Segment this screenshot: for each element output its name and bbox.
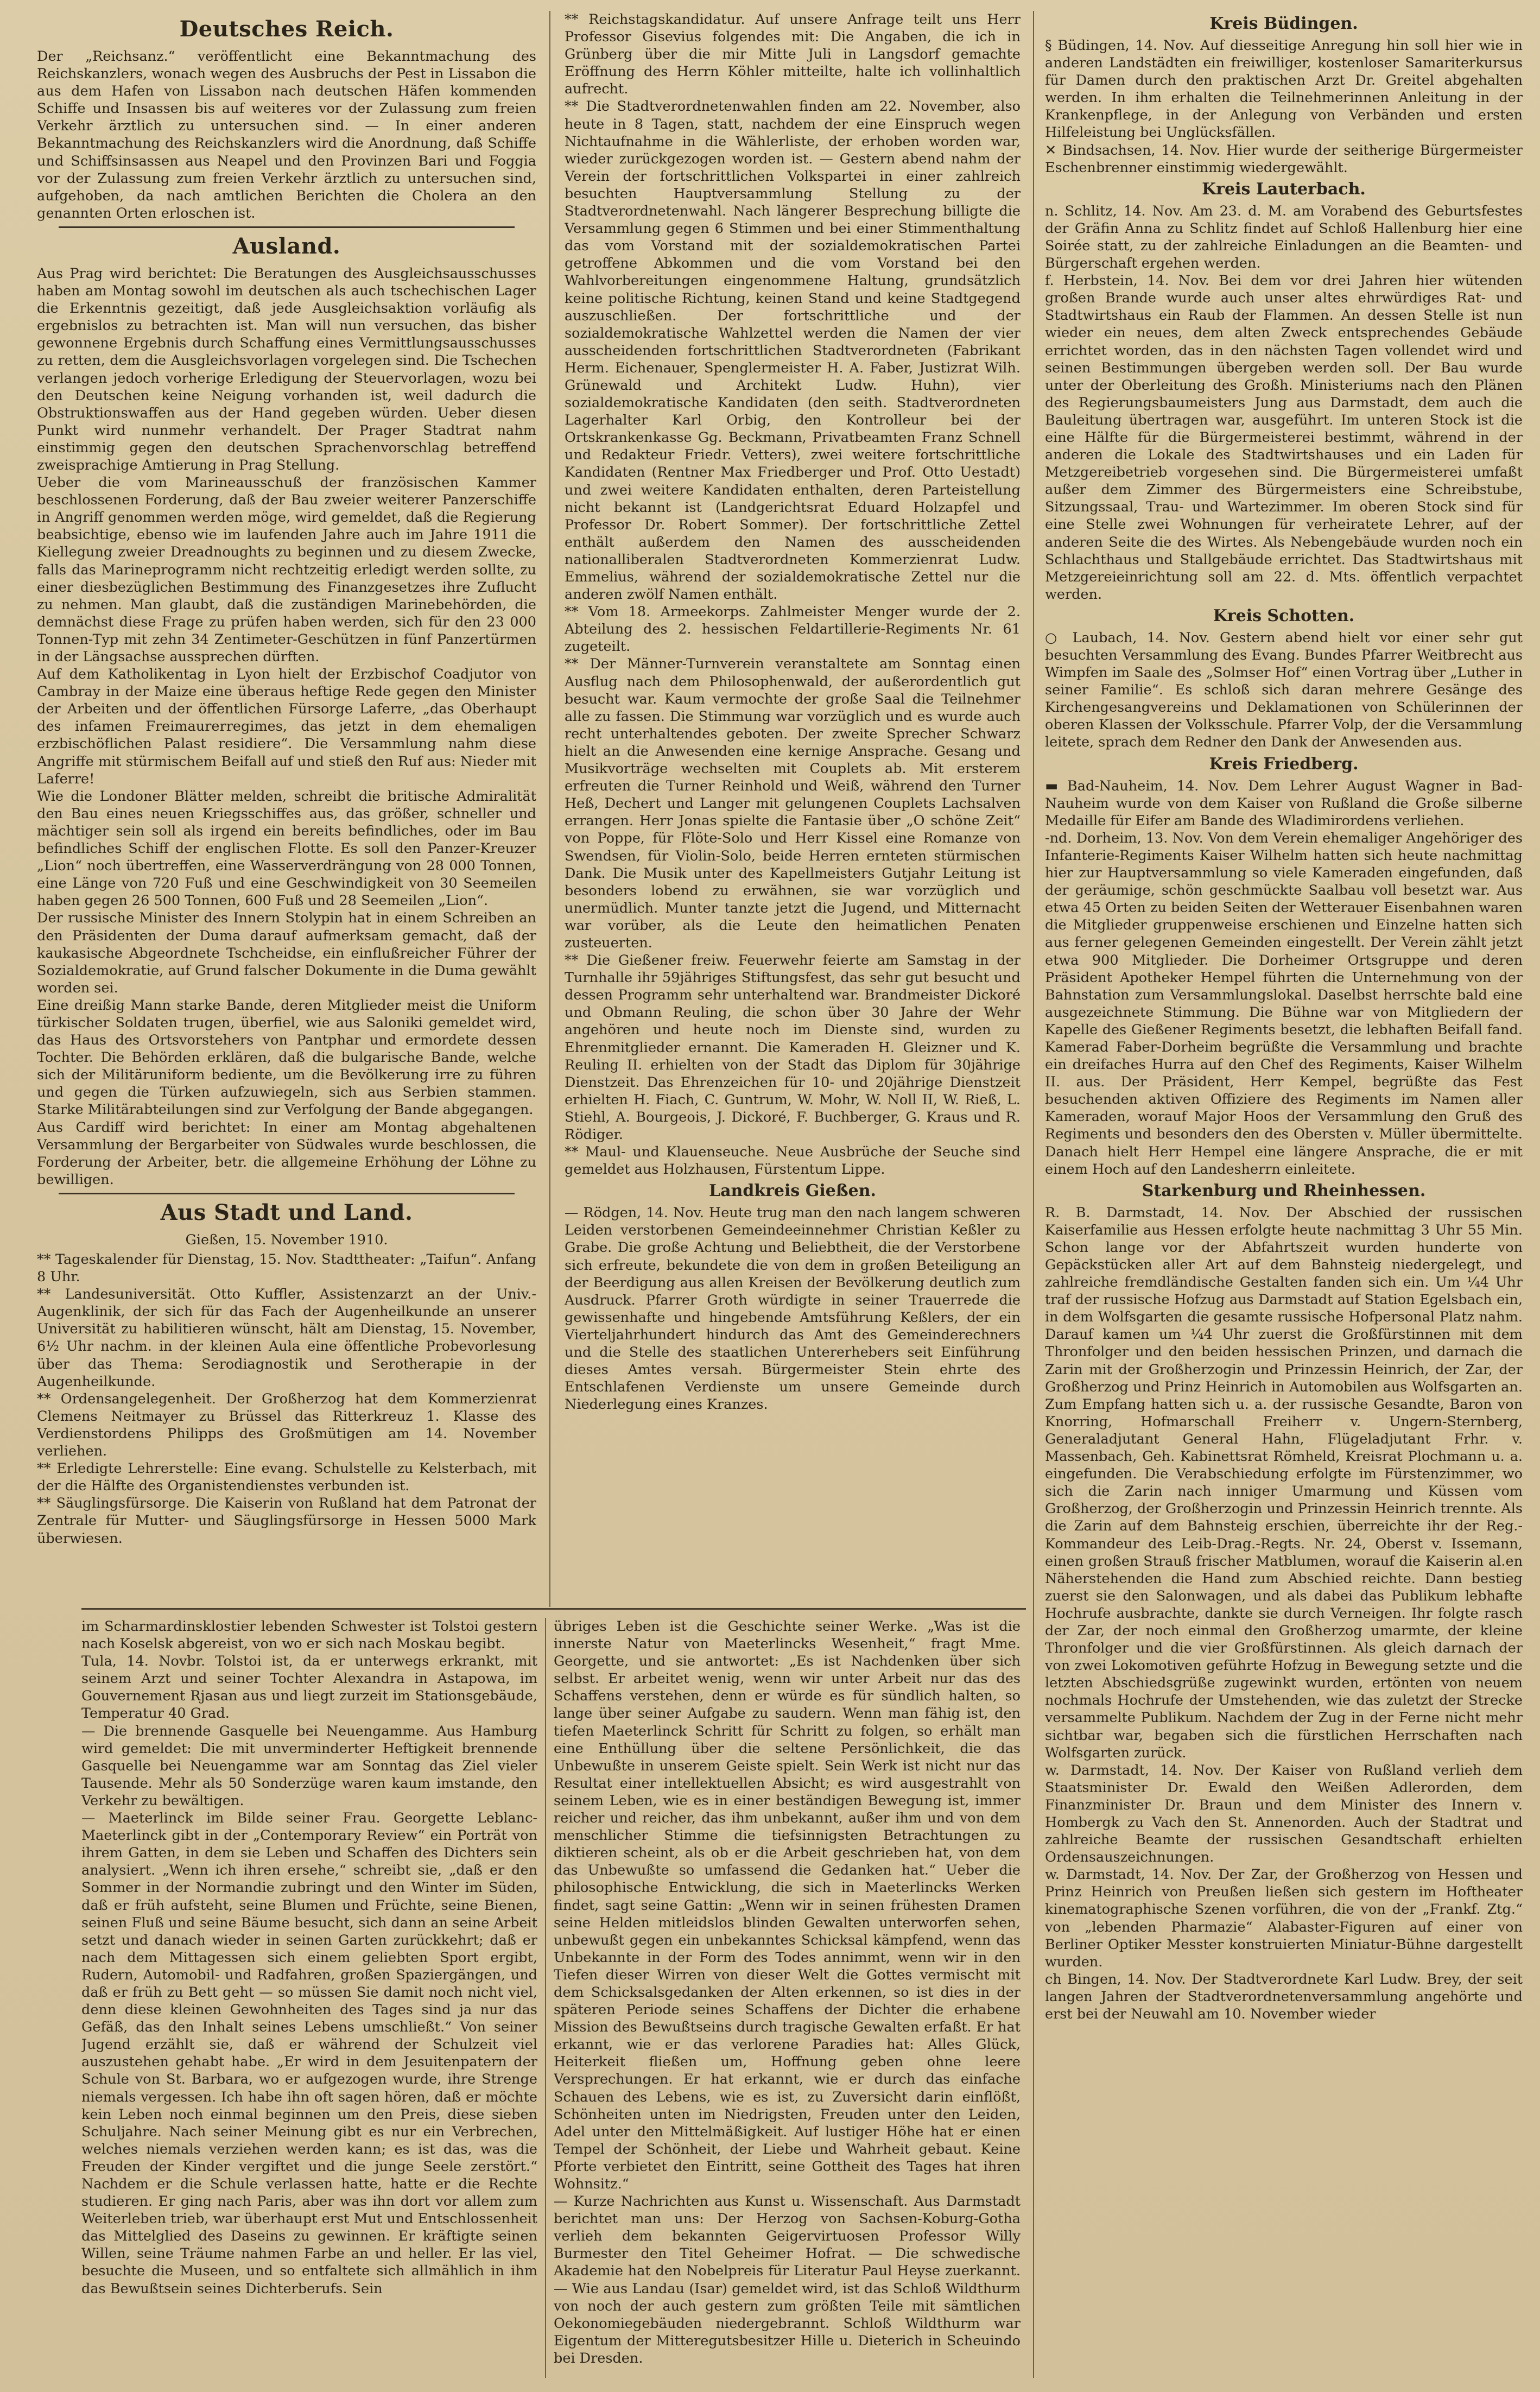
- article-maeterlinck-continued: übriges Leben ist die Geschichte seiner Werke. „Was ist die innerste Natur von Maeterlincks Wesenheit,“ fragt Mme. Georgette, und sie antwortet: „Es ist Nachdenken über sich selbst. Er arbeitet wenig, wenn wir unter Arbeit nur das des Schaffens verstehen, denn er würde es für sündlich halten, so lange über seiner Aufgabe zu saudern. Wenn man fähig ist, den tiefen Maeterlinck Schritt für Schritt zu folgen, so erhält man eine Enthüllung über die seltene Persönlichkeit, die das Unbewußte in unserem Geiste spielt. Sein Werk ist nicht nur das Resultat einer intellektuellen Absicht; es wird ausgestrahlt von seinem Leben, wie es in einer beständigen Bewegung ist, immer reicher und reicher, das ihm unbekannt, außer ihm und von dem menschlicher Stimme die tiefsinnigsten Betrachtungen zu diktieren scheint, als ob er die Arbeit geschrieben hat, von dem das Unbewußte so umfassend die Gedanken hat.“ Ueber die philosophische Entwicklung, die sich in Maeterlincks Werken findet, sagt seine Gattin: „Wenn wir in seinen frühesten Dramen seine Helden mitleidslos blinden Gewalten unterworfen sehen, unbewußt gegen ein unbekanntes Schicksal kämpfend, wenn das Unbekannte in der Form des Todes annimmt, wenn wir in den Tiefen dieser Wirren von dieser Welt die Gottes vermischt mit dem Schicksalsgedanken der Alten erkennen, so ist dies in der späteren Periode seines Schaffens der Dichter die erhabene Mission des Bewußtseins durch tragische Gewalten erfaßt. Er hat erkannt, wie er das verlorene Paradies hat: Alles Glück, Heiterkeit fließen um, Hoffnung geben ohne leere Versprechungen. Er hat erkannt, wie er durch das einfache Schauen des Lebens, wie es ist, zu Zuversicht darin einflößt, Schönheiten unten im Niedrigsten, Freuden unter den Leiden, Adel unter den Mittelmäßigkeit. Auf lustiger Höhe hat er einen Tempel der Schönheit, der Liebe und Wahrheit gebaut. Keine Pforte verbietet den Eintritt, seine Gottheit des Tages hat ihren Wohnsitz.“: [554, 1618, 1021, 2192]
- article-stolypin: Der russische Minister des Innern Stolypin hat in einem Schreiben an den Präsidenten der Duma darauf aufmerksam gemacht, daß der kaukasische Abgeordnete Tschcheidse, ein einflußreicher Führer der Sozialdemokratie, auf Grund falscher Dokumente in die Duma gewählt worden sei.: [37, 910, 536, 996]
- heading-kreis-friedberg: Kreis Friedberg.: [1209, 754, 1359, 774]
- article-kunst-wissenschaft: — Kurze Nachrichten aus Kunst u. Wissenschaft. Aus Darmstadt berichtet man uns: Der Herzog von Sachsen-Koburg-Gotha verlieh dem bekannten Geigervirtuosen Professor Willy Burmester den Titel Geheimer Hofrat. — Die schwedische Akademie hat den Nobelpreis für Literatur Paul Heyse zuerkannt. — Wie aus Landau (Isar) gemeldet wird, ist das Schloß Wildthurm von noch der auch gestern zum größten Teile mit sämtlichen Oekonomiegebäuden niedergebrannt. Schloß Wildthurm war Eigentum der Mitteregutsbesitzer Hille u. Dieterich in Scheuindo bei Dresden.: [554, 2193, 1021, 2366]
- article-saloniki: Eine dreißig Mann starke Bande, deren Mitglieder meist die Uniform türkischer Soldaten trugen, überfiel, wie aus Saloniki gemeldet wird, das Haus des Ortsvorstehers von Pantphar und ermordete dessen Tochter. Die Behörden erklären, daß die bulgarische Bande, welche sich der Militäruniform bediente, um die Bevölkerung irre zu führen und gegen die Türken aufzuwiegeln, sich aus Serbien stammen. Starke Militärabteilungen sind zur Verfolgung der Bande abgegangen.: [37, 997, 536, 1118]
- article-stadtverordnetenwahlen: ** Die Stadtverordnetenwahlen finden am 22. November, also heute in 8 Tagen, statt, nachdem der eine Einspruch wegen Nichtaufnahme in die Wählerliste, der erhoben worden war, wieder zurückgezogen worden ist. — Gestern abend nahm der Verein der fortschrittlichen Volkspartei in einer zahlreich besuchten Hauptversammlung Stellung zu der Stadtverordnetenwahl. Nach längerer Besprechung billigte die Versammlung gegen 6 Stimmen und bei einer Stimmenthaltung das vom Vorstand mit der sozialdemokratischen Partei getroffene Abkommen und die vom Vorstand bei den Wahlvorbereitungen eingenommene Haltung, grundsätzlich keine politische Richtung, keinen Stand und keine Stadtgegend auszuschließen. Der fortschrittliche und der sozialdemokratische Wahlzettel werden die Namen der vier ausscheidenden fortschrittlichen Stadtverordneten (Fabrikant Herm. Eichenauer, Spenglermeister H. A. Faber, Justizrat Wilh. Grünewald und Architekt Ludw. Huhn), vier sozialdemokratische Kandidaten (den seith. Stadtverordneten Lagerhalter Karl Orbig, den Kontrolleur bei der Ortskrankenkasse Gg. Beckmann, Privatbeamten Franz Schnell und Redakteur Friedr. Vetters), zwei weitere fortschrittliche Kandidaten (Rentner Max Friedberger und Prof. Otto Uestadt) und zwei weitere Kandidaten enthalten, deren Parteistellung nicht bekannt ist (Landgerichtsrat Eduard Holzapfel und Professor Dr. Robert Sommer). Der fortschrittliche Zettel enthält außerdem den Namen des ausscheidenden nationalliberalen Stadtverordneten Kommerzienrat Ludw. Emmelius, während der sozialdemokratische Zettel nur die anderen zwölf Namen enthält.: [565, 98, 1021, 603]
- article-saeuglingsfuersorge: ** Säuglingsfürsorge. Die Kaiserin von Rußland hat dem Patronat der Zentrale für Mutter- und Säuglingsfürsorge in Hessen 5000 Mark überwiesen.: [37, 1495, 536, 1547]
- feuilleton-column-1: [81, 1618, 537, 2378]
- article-maeterlinck: — Maeterlinck im Bilde seiner Frau. Georgette Leblanc-Maeterlinck gibt in der „Contemporary Review“ ein Porträt von ihrem Gatten, in dem sie Leben und Schaffen des Dichters sein analysiert. „Wenn ich ihren ersehe,“ schreibt sie, „daß er den Sommer in der Normandie zubringt und den Winter im Süden, daß er früh aufsteht, seine Blumen und Früchte, seine Bienen, seinen Fluß und seine Bäume besucht, sich dann an seine Arbeit setzt und danach wieder in seinen Garten zurückkehrt; daß er nach dem Mittagessen sich einem geliebten Sport ergibt, Rudern, Automobil- und Radfahren, großen Spaziergängen, und daß er früh zu Bett geht — so müssen Sie damit noch nicht viel, denn diese kleinen Gewohnheiten des Tages sind ja nur das Gefäß, das den Inhalt seines Lebens umschließt.“ Von seiner Jugend erzählt sie, daß er während der Schulzeit viel auszustehen gehabt habe. „Er wird in dem Jesuitenpatern der Schule von St. Barbara, wo er aufgezogen wurde, ihre Strenge niemals vergessen. Ich habe ihn oft sagen hören, daß er möchte kein Leben noch einmal beginnen um den Preis, diese sieben Schuljahre. Nach seiner Meinung gibt es nur ein Verbrechen, welches niemals verziehen werden kann; es ist das, was die Freuden der Kinder vergiftet und die junge Seele zerstört.“ Nachdem er die Schule verlassen hatte, hatte er die Rechte studieren. Er ging nach Paris, aber was ihn dort vor allem zum Weiterleben trieb, war überhaupt erst Mut und Entschlossenheit das Mittelglied des Daseins zu gewinnen. Er kräftigte seinen Willen, seine Träume nahmen Farbe an und heller. Er las viel, besuchte die Museen, und so entfaltete sich allmählich in ihm das Bewußtsein seines Dichterberufs. Sein: [81, 1810, 537, 2297]
- dateline: Gießen, 15. November 1910.: [185, 1231, 388, 1248]
- heading-kreis-lauterbach: Kreis Lauterbach.: [1202, 179, 1366, 199]
- column-rule: [545, 1618, 546, 2378]
- heading-deutsches-reich: Deutsches Reich.: [179, 16, 394, 42]
- article-roedgen: — Rödgen, 14. Nov. Heute trug man den nach langem schweren Leiden verstorbenen Gemeindeeinnehmer Christian Keßler zu Grabe. Die große Achtung und Beliebtheit, die der Verstorbene sich erfreute, bekundete die von dem in großen Beteiligung an der Beerdigung aus allen Kreisen der Bevölkerung deutlich zum Ausdruck. Pfarrer Groth würdigte in seiner Trauerrede die gewissenhafte und hingebende Amtsführung Keßlers, der ein Vierteljahrhundert hindurch das Amt des Gemeinderechners und die Stelle des staatlichen Untererhebers seit Einführung dieses Amtes versah. Bürgermeister Stein ehrte des Entschlafenen Verdienste um unsere Gemeinde durch Niederlegung eines Kranzes.: [565, 1205, 1021, 1413]
- article-buedingen: § Büdingen, 14. Nov. Auf diesseitige Anregung hin soll hier wie in anderen Landstädten ein freiwilliger, kostenloser Samariterkursus für Damen durch den praktischen Arzt Dr. Greitel abgehalten werden. In ihm erhalten die Teilnehmerinnen Anleitung in der Krankenpflege, in der Anlegung von Verbänden und ersten Hilfeleistung bei Unglücksfällen.: [1045, 37, 1523, 141]
- heading-aus-stadt-und-land: Aus Stadt und Land.: [160, 1199, 413, 1225]
- column-3: [1045, 11, 1523, 2378]
- article-feuerwehr: ** Die Gießener freiw. Feuerwehr feierte am Samstag in der Turnhalle ihr 59jähriges Stiftungsfest, das sehr gut besucht und dessen Programm sehr unterhaltend war. Brandmeister Dickoré und Obmann Reuling, die schon über 30 Jahre der Wehr angehören und heute noch im Dienste sind, wurden zu Ehrenmitglieder ernannt. Die Kameraden H. Gleizner und K. Reuling II. erhielten von der Stadt das Diplom für 30jährige Dienstzeit. Das Ehrenzeichen für 10- und 20jährige Dienstzeit erhielten H. Fiach, C. Guntrum, W. Mohr, W. Noll II, W. Rieß, L. Stiehl, A. Bourgeois, J. Dickoré, F. Buchberger, G. Kraus und R. Rödiger.: [565, 952, 1021, 1143]
- article-gasquelle: — Die brennende Gasquelle bei Neuengamme. Aus Hamburg wird gemeldet: Die mit unverminderter Heftigkeit brennende Gasquelle bei Neuengamme war am Sonntag das Ziel vieler Tausende. Mehr als 50 Sonderzüge waren kaum imstande, den Verkehr zu bewältigen.: [81, 1723, 537, 1809]
- heading-ausland: Ausland.: [232, 233, 341, 259]
- column-1: [37, 11, 536, 1607]
- heading-starkenburg-rheinhessen: Starkenburg und Rheinhessen.: [1142, 1181, 1426, 1200]
- article-bad-nauheim: ▬ Bad-Nauheim, 14. Nov. Dem Lehrer August Wagner in Bad-Nauheim wurde von dem Kaiser von Rußland die Große silberne Medaille für Eifer am Bande des Wladimirordens verliehen.: [1045, 777, 1523, 829]
- article-reichstagskandidatur: ** Reichstagskandidatur. Auf unsere Anfrage teilt uns Herr Professor Gisevius folgendes mit: Die Angaben, die ich in Grünberg über die mir Mitte Juli in Langsdorf gemachte Eröffnung des Herrn Köhler mitteilte, halte ich vollinhaltlich aufrecht.: [565, 11, 1021, 98]
- article-darmstadt-abschied: R. B. Darmstadt, 14. Nov. Der Abschied der russischen Kaiserfamilie aus Hessen erfolgte heute nachmittag 3 Uhr 55 Min. Schon lange vor der Abfahrtszeit wurden hunderte von Gepäckstücken aller Art auf dem Bahnsteig niedergelegt, und zahlreiche fremdländische Gestalten fanden sich ein. Um ¼4 Uhr traf der russische Hofzug aus Darmstadt auf Station Egelsbach ein, in dem Wolfsgarten die gesamte russische Hofpersonal Platz nahm. Darauf kamen um ¼4 Uhr zuerst die Großfürstinnen mit dem Thronfolger und den beiden hessischen Prinzen, und darnach die Zarin mit der Großherzogin und Prinzessin Heinrich, der Zar, der Großherzog und Prinz Heinrich in Automobilen aus Wolfsgarten an. Zum Empfang hatten sich u. a. der russische Gesandte, Baron von Knorring, Hofmarschall Freiherr v. Ungern-Sternberg, Generaladjutant General Hahn, Flügeladjutant Frhr. v. Massenbach, Geh. Kabinettsrat Römheld, Kreisrat Plochmann u. a. eingefunden. Die Verabschiedung erfolgte im Fürstenzimmer, wo sich die Zarin nach inniger Umarmung und Küssen vom Großherzog, der Großherzogin und Prinzessin Heinrich trennte. Als die Zarin auf dem Bahnsteig erschien, überreichte ihr der Reg.-Kommandeur des Leib-Drag.-Regts. Nr. 24, Oberst v. Issemann, einen großen Strauß frischer Matblumen, worauf die Kaiserin al.en Näherstehenden die Hand zum Abschied reichte. Dann bestieg zuerst sie den Salonwagen, und als dabei das Publikum lebhafte Hochrufe ausbrachte, dankte sie durch Verneigen. Ihr folgte rasch der Zar, der noch einmal den Großherzog umarmte, der kleine Thronfolger und die vier Großfürstinnen. Als gleich darnach der von zwei Lokomotiven geführte Hofzug in Bewegung setzte und die letzten Abschiedsgrüße zugewinkt wurden, ertönten von neuem nochmals Hochrufe der Umstehenden, wie das zuletzt der Strecke versammelte Publikum. Nachdem der Zug in der Ferne nicht mehr sichtbar war, begaben sich die fürstlichen Herrschaften nach Wolfsgarten zurück.: [1045, 1204, 1523, 1761]
- column-rule: [549, 11, 550, 1607]
- article-lehrerstelle: ** Erledigte Lehrerstelle: Eine evang. Schulstelle zu Kelsterbach, mit der die Hälfte des Organistendienstes verbunden ist.: [37, 1460, 536, 1495]
- article-maenner-turnverein: ** Der Männer-Turnverein veranstaltete am Sonntag einen Ausflug nach dem Philosophenwald, der außerordentlich gut besucht war. Kaum vermochte der große Saal die Teilnehmer alle zu fassen. Die Stimmung war vorzüglich und es wurde auch recht unterhaltendes geboten. Der zweite Sprecher Schwarz hielt an die Anwesenden eine kernige Ansprache. Gesang und Musikvorträge wechselten mit Couplets ab. Mit ersterem erfreuten die Turner Reinhold und Weiß, während den Turner Heß, Dechert und Langer mit gelungenen Couplets Lachsalven errangen. Herr Jonas spielte die Fantasie über „O schöne Zeit“ von Poppe, für Flöte-Solo und Herr Kissel eine Romanze von Swendsen, für Violin-Solo, beide Herren ernteten stürmischen Dank. Die Musik unter des Kapellmeisters Gutjahr Leitung ist besonders lobend zu erwähnen, sie war vorzüglich und unermüdlich. Munter tanzte jetzt die Jugend, und Mitternacht war vorüber, als die Leute den heimatlichen Penaten zusteuerten.: [565, 656, 1021, 951]
- article-marine-frankreich: Ueber die vom Marineausschuß der französischen Kammer beschlossenen Forderung, daß der Bau zweier weiterer Panzerschiffe in Angriff genommen werden möge, wird gemeldet, daß die Regierung beabsichtige, ebenso wie im laufenden Jahre auch im Jahre 1911 die Kiellegung zweier Dreadnoughts zu beginnen und zu diesem Zwecke, falls das Marineprogramm nicht rechtzeitig erledigt werden sollte, zu einer diesbezüglichen Bestimmung des Finanzgesetzes ihre Zuflucht zu nehmen. Man glaubt, daß die zuständigen Marinebehörden, die demnächst diese Frage zu prüfen haben werden, sich für den 23 000 Tonnen-Typ mit zehn 34 Zentimeter-Geschützen in fünf Panzertürmen in der Längsachse aussprechen dürften.: [37, 474, 536, 665]
- article-darmstadt-hoftheater: w. Darmstadt, 14. Nov. Der Zar, der Großherzog von Hessen und Prinz Heinrich von Preußen ließen sich gestern im Hoftheater kinematographische Szenen vorführen, die von der „Frankf. Ztg.“ von „lebenden Pharmazie“ Alabaster-Figuren auf einer von Berliner Optiker Messter konstruierten Miniatur-Bühne dargestellt wurden.: [1045, 1866, 1523, 1970]
- section-divider: [59, 1193, 515, 1194]
- article-herbstein: f. Herbstein, 14. Nov. Bei dem vor drei Jahren hier wütenden großen Brande wurde auch unser altes ehrwürdiges Rat- und Stadtwirtshaus ein Raub der Flammen. An dessen Stelle ist nun wieder ein neues, dem alten Zweck entsprechendes Gebäude errichtet worden, das in den nächsten Tagen vollendet wird und seinen Bestimmungen übergeben werden soll. Der Bau wurde unter der Oberleitung des Großh. Ministeriums nach den Plänen des Regierungsbaumeisters Jung aus Darmstadt, dem auch die Bauleitung übertragen war, ausgeführt. Im unteren Stock ist die eine Hälfte für die Bürgermeisterei bestimmt, während in der anderen die Lokale des Stadtwirtshauses und ein Laden für Metzgereibetrieb vorgesehen sind. Die Bürgermeisterei umfaßt außer dem Zimmer des Bürgermeisters eine Schreibstube, Sitzungssaal, Trau- und Wartezimmer. Im oberen Stock sind für eine Stelle zwei Wohnungen für verheiratete Lehrer, auf der anderen Seite die des Wirtes. Als Nebengebäude wurden noch ein Schlachthaus und Stallgebäude errichtet. Das Stadtwirtshaus mit Metzgereieinrichtung soll am 22. d. Mts. öffentlich verpachtet werden.: [1045, 273, 1523, 603]
- column-2: [565, 11, 1021, 1607]
- article-admiralitaet: Wie die Londoner Blätter melden, schreibt die britische Admiralität den Bau eines neuen Kriegsschiffes aus, das größer, schneller und mächtiger sein soll als irgend ein bereits befindliches, oder im Bau befindliches Schiff der englischen Flotte. Es soll den Panzer-Kreuzer „Lion“ noch übertreffen, eine Wasserverdrängung von 28 000 Tonnen, eine Länge von 720 Fuß und eine Geschwindigkeit von 30 Seemeilen haben gegen 26 500 Tonnen, 600 Fuß und 28 Seemeilen „Lion“.: [37, 788, 536, 909]
- article-cardiff: Aus Cardiff wird berichtet: In einer am Montag abgehaltenen Versammlung der Bergarbeiter von Südwales wurde beschlossen, die Forderung der Arbeiter, betr. die allgemeine Erhöhung der Löhne zu bewilligen.: [37, 1119, 536, 1188]
- article-tageskalender: ** Tageskalender für Dienstag, 15. Nov. Stadttheater: „Taifun“. Anfang 8 Uhr.: [37, 1251, 536, 1286]
- heading-kreis-schotten: Kreis Schotten.: [1213, 606, 1355, 625]
- article-darmstadt-orden: w. Darmstadt, 14. Nov. Der Kaiser von Rußland verlieh dem Staatsminister Dr. Ewald den Weißen Adlerorden, dem Finanzminister Dr. Braun und dem Minister des Innern v. Hombergk zu Vach den St. Annenorden. Auch der Stadtrat und zahlreiche Beamte der russischen Gesandtschaft erhielten Ordensauszeichnungen.: [1045, 1762, 1523, 1866]
- article-pest-lissabon: Der „Reichsanz.“ veröffentlicht eine Bekanntmachung des Reichskanzlers, wonach wegen des Ausbruchs der Pest in Lissabon die aus dem Hafen von Lissabon nach deutschen Häfen kommenden Schiffe und Insassen bis auf weiteres vor der Zulassung zum freien Verkehr ärztlich zu untersuchen sind. — In einer anderen Bekanntmachung des Reichskanzlers wird die Anordnung, daß Schiffe und Schiffsinsassen aus Neapel und den Provinzen Bari und Foggia vor der Zulassung zum freien Verkehr ärztlich zu untersuchen sind, aufgehoben, da nach amtlichen Berichten die Cholera an den genannten Orten erloschen ist.: [37, 48, 536, 222]
- article-laubach: ○ Laubach, 14. Nov. Gestern abend hielt vor einer sehr gut besuchten Versammlung des Evang. Bundes Pfarrer Weitbrecht aus Wimpfen im Saale des „Solmser Hof“ einen Vortrag über „Luther in seiner Familie“. Es schloß sich daran mehrere Gesänge des Kirchengesangvereins und Deklamationen von Schülerinnen der oberen Klassen der Volksschule. Pfarrer Volp, der die Versammlung leitete, sprach dem Redner den Dank der Anwesenden aus.: [1045, 629, 1523, 751]
- article-bindsachsen: ✕ Bindsachsen, 14. Nov. Hier wurde der seitherige Bürgermeister Eschenbrenner einstimmig wiedergewählt.: [1045, 142, 1523, 176]
- article-dorheim: -nd. Dorheim, 13. Nov. Von dem Verein ehemaliger Angehöriger des Infanterie-Regiments Kaiser Wilhelm hatten sich heute nachmittag hier zur Hauptversammlung so viele Kameraden eingefunden, daß der geräumige, schön geschmückte Saalbau voll besetzt war. Aus etwa 45 Orten zu beiden Seiten der Wetterauer Eisenbahnen waren die Mitglieder gruppenweise erschienen und Einzelne hatten sich aus ferner gelegenen Gemeinden eingestellt. Der Verein zählt jetzt etwa 900 Mitglieder. Die Dorheimer Ortsgruppe und deren Präsident Apotheker Hempel führten die Unternehmung von der Bahnstation zum Versammlungslokal. Daselbst herrschte bald eine ausgezeichnete Stimmung. Die Bühne war von Mitgliedern der Kapelle des Gießener Regiments besetzt, die lebhaften Beifall fand. Kamerad Faber-Dorheim begrüßte die Versammlung und brachte ein dreifaches Hurra auf den Chef des Regiments, Kaiser Wilhelm II. aus. Der Präsident, Herr Kempel, begrüßte das Fest besuchenden aktiven Offiziere des Regiments im Namen aller Kameraden, worauf Major Hoos der Versammlung den Gruß des Regiments und besonders den des Obersten v. Müller übermittelte. Danach hielt Herr Hempel eine längere Ansprache, die er mit einem Hoch auf den Landesherrn einleitete.: [1045, 830, 1523, 1178]
- article-maul-klauenseuche: ** Maul- und Klauenseuche. Neue Ausbrüche der Seuche sind gemeldet aus Holzhausen, Fürstentum Lippe.: [565, 1144, 1021, 1178]
- article-bingen: ch Bingen, 14. Nov. Der Stadtverordnete Karl Ludw. Brey, der seit langen Jahren der Stadtverordnetenversammlung angehörte und erst bei der Neuwahl am 10. November wieder: [1045, 1971, 1523, 2023]
- article-katholikentag: Auf dem Katholikentag in Lyon hielt der Erzbischof Coadjutor von Cambray in der Maize eine überaus heftige Rede gegen den Minister der Arbeiten und der öffentlichen Fürsorge Laferre, „das Oberhaupt des infamen Freimaurerregimes, das jetzt in dem ehemaligen erzbischöflichen Palast residiere“. Die Versammlung nahm diese Angriffe mit stürmischem Beifall auf und stieß den Ruf aus: Nieder mit Laferre!: [37, 666, 536, 787]
- heading-kreis-buedingen: Kreis Büdingen.: [1209, 14, 1358, 33]
- article-prag: Aus Prag wird berichtet: Die Beratungen des Ausgleichsausschusses haben am Montag sowohl im deutschen als auch tschechischen Lager die Erkenntnis gezeitigt, daß jede Ausgleichsaktion vorläufig als ergebnislos zu betrachten ist. Man will nun versuchen, das bisher gewonnene Ergebnis durch Schaffung eines Vermittlungsausschusses zu retten, dem die Ausgleichsvorlagen vorgelegen sind. Die Tschechen verlangen jedoch vorherige Erledigung der Steuervorlagen, wozu bei den Deutschen keine Neigung vorhanden ist, weil dadurch die Obstruktionswaffen aus der Hand gegeben würden. Ueber diesen Punkt wird nunmehr verhandelt. Der Prager Stadtrat nahm einstimmig gegen den deutschen Sprachenvorschlag betreffend zweisprachige Amtierung in Prag Stellung.: [37, 265, 536, 473]
- article-schlitz: n. Schlitz, 14. Nov. Am 23. d. M. am Vorabend des Geburtsfestes der Gräfin Anna zu Schlitz findet auf Schloß Hallenburg hier eine Soirée statt, zu der zahlreiche Einladungen an die Beamten- und Bürgerschaft ergehen werden.: [1045, 203, 1523, 272]
- article-landesuniversitaet: ** Landesuniversität. Otto Kuffler, Assistenzarzt an der Univ.-Augenklinik, der sich für das Fach der Augenheilkunde an unserer Universität zu habilitieren wünscht, hält am Dienstag, 15. November, 6½ Uhr nachm. in der kleinen Aula eine öffentliche Probevorlesung über das Thema: Serodiagnostik und Serotherapie in der Augenheilkunde.: [37, 1286, 536, 1390]
- heading-landkreis-giessen: Landkreis Gießen.: [709, 1181, 876, 1201]
- article-tula: Tula, 14. Novbr. Tolstoi ist, da er unterwegs erkrankt, mit seinem Arzt und seiner Tochter Alexandra in Astapowa, im Gouvernement Rjasan aus und liegt zurzeit im Stationsgebäude, Temperatur 40 Grad.: [81, 1653, 537, 1722]
- column-rule: [1033, 11, 1034, 2378]
- article-armeekorps: ** Vom 18. Armeekorps. Zahlmeister Menger wurde der 2. Abteilung des 2. hessischen Feldartillerie-Regiments Nr. 61 zugeteilt.: [565, 604, 1021, 655]
- article-ordensangelegenheit: ** Ordensangelegenheit. Der Großherzog hat dem Kommerzienrat Clemens Neitmayer zu Brüssel das Ritterkreuz 1. Klasse des Verdienstordens Philipps des Großmütigen am 14. November verliehen.: [37, 1390, 536, 1460]
- feuilleton-column-2: [554, 1618, 1021, 2378]
- article-tolstoi: im Scharmardinsklostier lebenden Schwester ist Tolstoi gestern nach Koselsk abgereist, von wo er sich nach Moskau begibt.: [81, 1618, 537, 1653]
- section-divider: [59, 226, 515, 228]
- feuilleton-rule: [81, 1608, 1026, 1610]
